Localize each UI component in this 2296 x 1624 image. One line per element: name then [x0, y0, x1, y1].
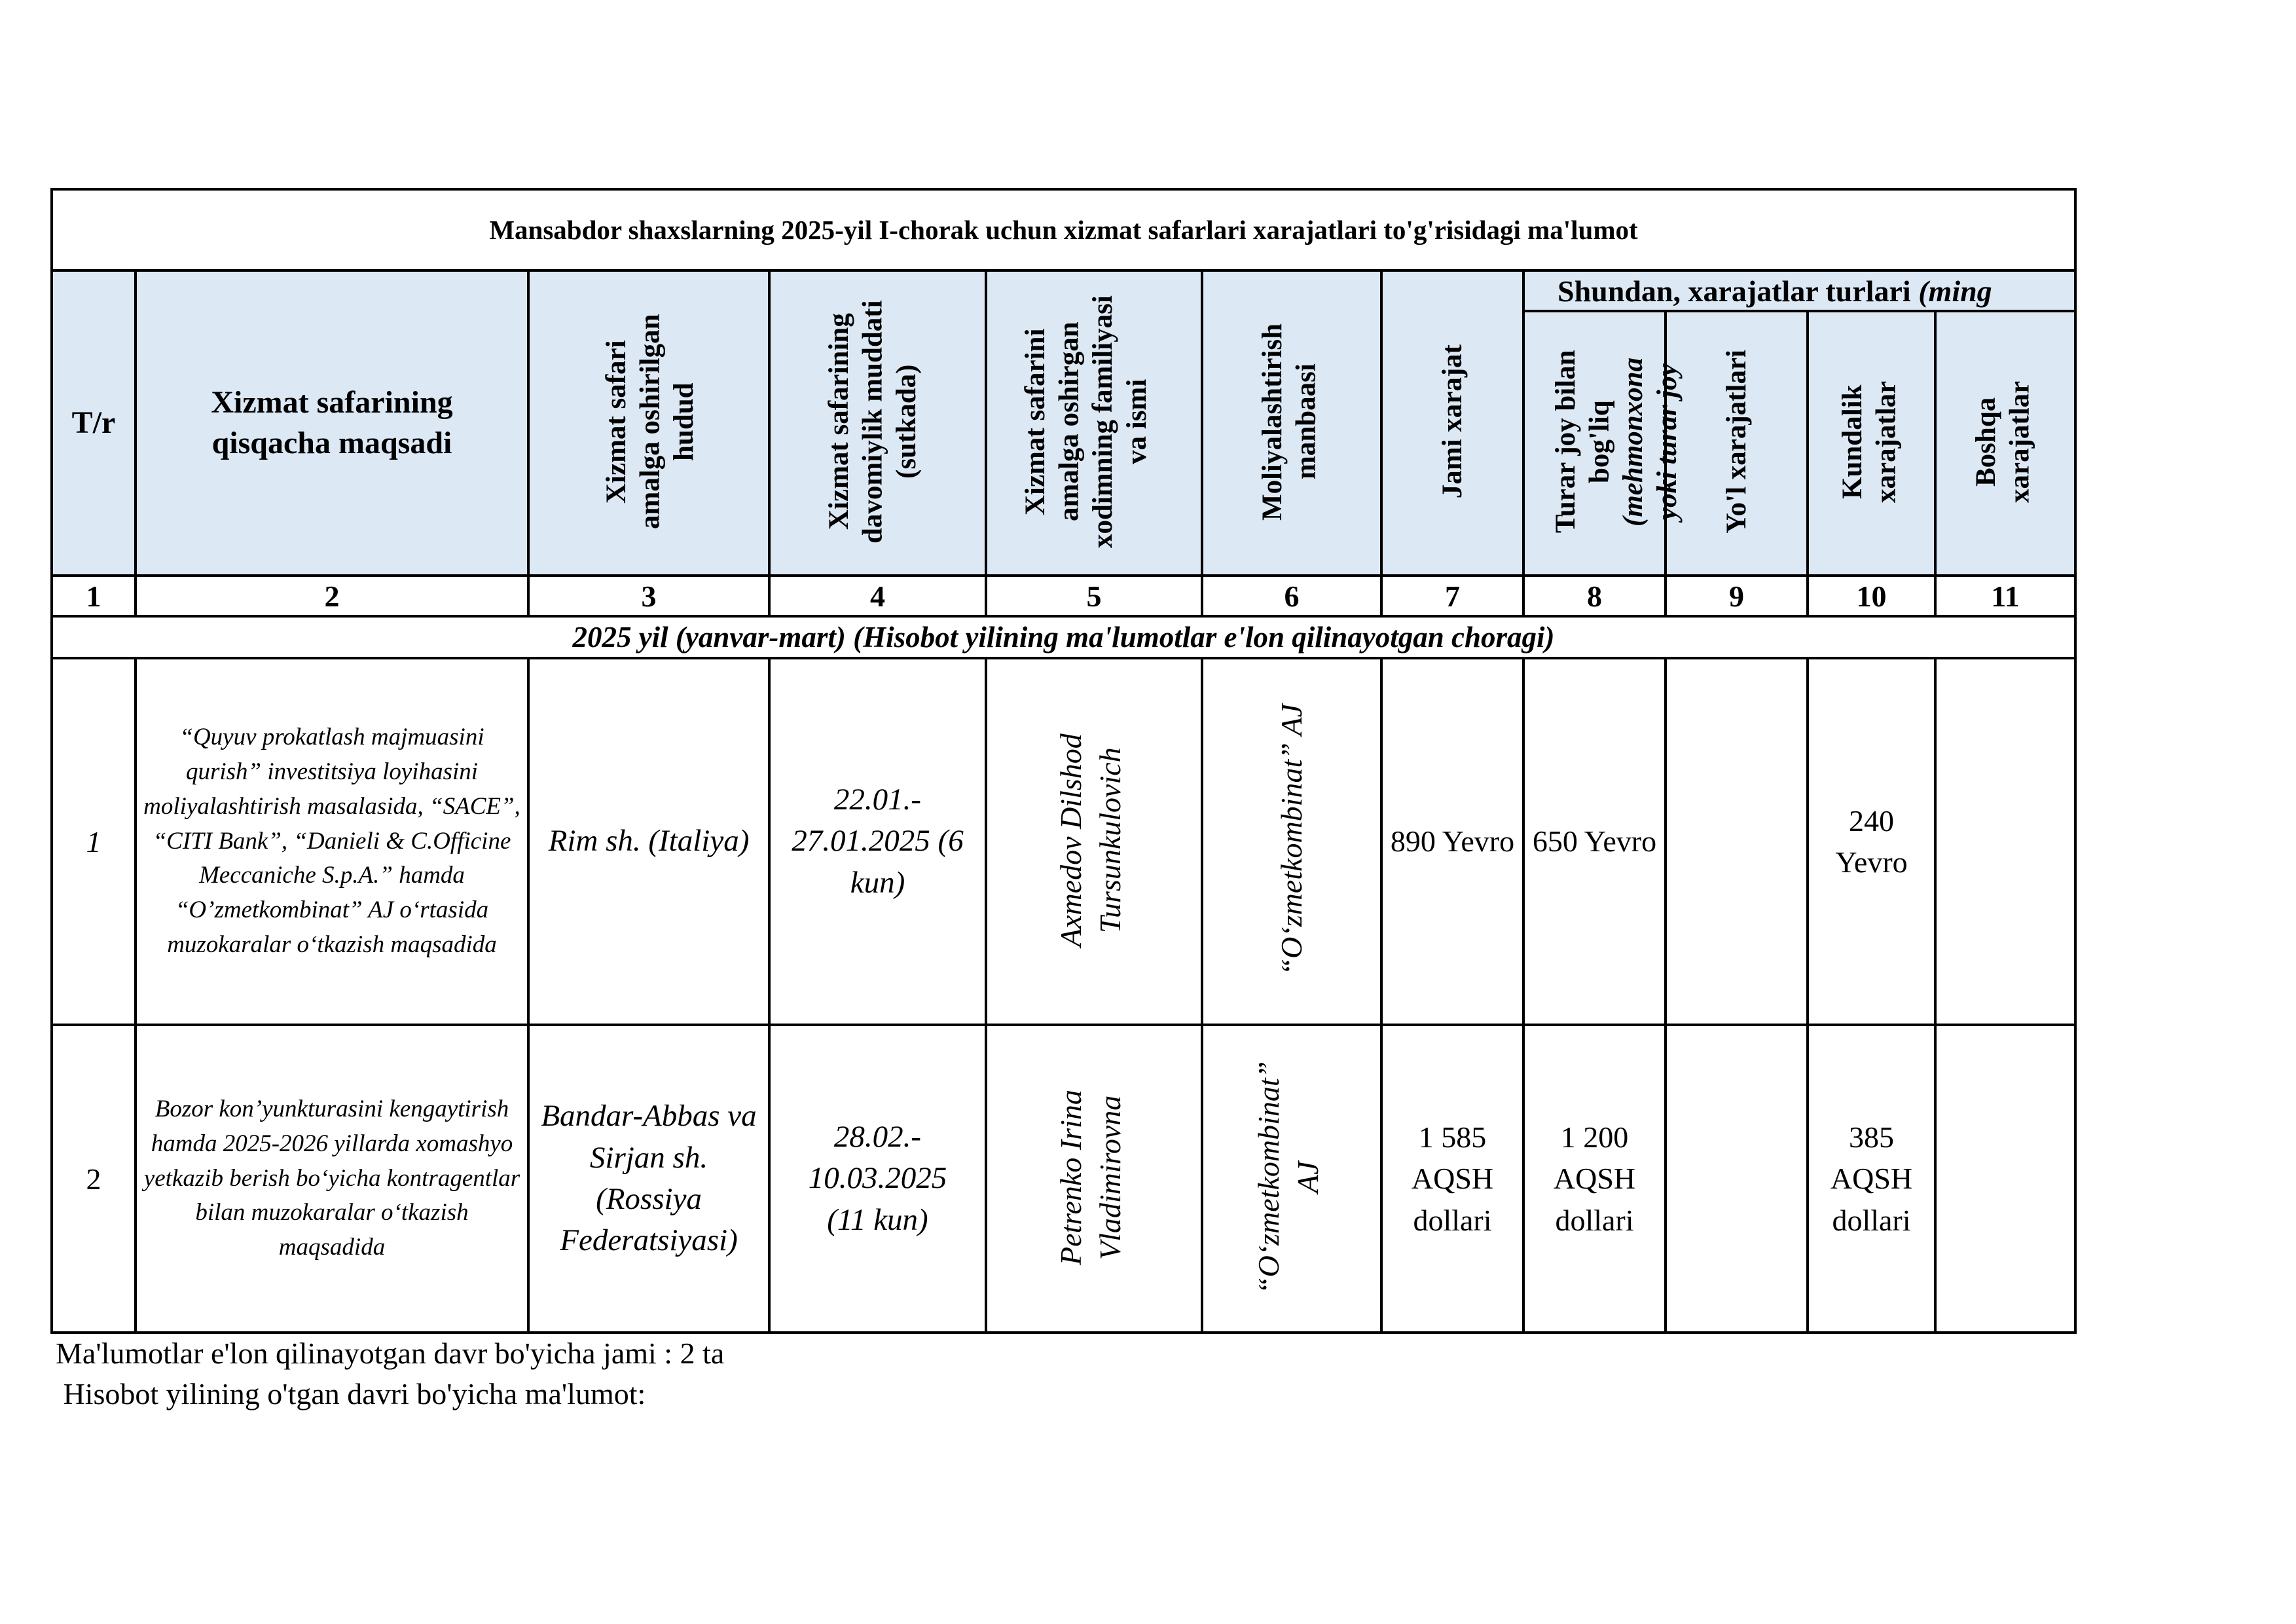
col-number: 2 — [136, 576, 528, 616]
other-expense — [1935, 1025, 2075, 1333]
row-number: 1 — [52, 658, 136, 1025]
col-number: 5 — [986, 576, 1202, 616]
col-number: 10 — [1808, 576, 1935, 616]
header-funding: Moliyalashtirish manbaasi — [1202, 270, 1381, 576]
employee-name: Axmedov Dilshod Tursunkulovich — [986, 658, 1202, 1025]
col-number: 9 — [1666, 576, 1808, 616]
total-expense: 890 Yevro — [1381, 658, 1523, 1025]
travel-expense — [1666, 1025, 1808, 1333]
row-number: 2 — [52, 1025, 136, 1333]
footer-previous-period: Hisobot yilining o'tgan davri bo'yicha ma'lumot: — [56, 1377, 646, 1411]
header-expense-types: Shundan, xarajatlar turlari (ming — [1523, 270, 2075, 311]
col-number: 7 — [1381, 576, 1523, 616]
table-row — [52, 658, 2075, 1025]
accommodation-expense: 1 200 AQSH dollari — [1523, 1025, 1666, 1333]
period-label: 2025 yil (yanvar-mart) (Hisobot yilining ma'lumotlar e'lon qilinayotgan choragi) — [52, 616, 2075, 658]
trip-purpose: “Quyuv prokatlash majmuasini qurish” investitsiya loyihasini moliyalashtirish masalasida, “SACE”, “CITI Bank”, “Danieli & C.Officine Meccaniche S.p.A.” hamda “O’zmetkombinat” AJ o‘rtasida muzokaralar o‘tkazish maqsadida — [136, 658, 528, 1025]
funding-source: “O‘zmetkombinat” AJ — [1202, 1025, 1381, 1333]
trip-duration: 22.01.- 27.01.2025 (6 kun) — [769, 658, 986, 1025]
header-purpose: Xizmat safarining qisqacha maqsadi — [136, 270, 528, 576]
travel-expense — [1666, 658, 1808, 1025]
header-total: Jami xarajat — [1381, 270, 1523, 576]
daily-expense: 385 AQSH dollari — [1808, 1025, 1935, 1333]
header-other: Boshqa xarajatlar — [1935, 311, 2075, 576]
col-number: 1 — [52, 576, 136, 616]
funding-source: “O‘zmetkombinat” AJ — [1202, 658, 1381, 1025]
header-employee: Xizmat safarini amalga oshirgan xodimning familiyasi va ismi — [986, 270, 1202, 576]
total-expense: 1 585 AQSH dollari — [1381, 1025, 1523, 1333]
col-number: 11 — [1935, 576, 2075, 616]
footer-total-line: Ma'lumotlar e'lon qilinayotgan davr bo'yicha jami : 2 ta — [56, 1337, 725, 1370]
travel-expenses-table — [50, 188, 2077, 1334]
employee-name: Petrenko Irina Vladimirovna — [986, 1025, 1202, 1333]
accommodation-expense: 650 Yevro — [1523, 658, 1666, 1025]
col-number: 3 — [528, 576, 769, 616]
trip-duration: 28.02.- 10.03.2025 (11 kun) — [769, 1025, 986, 1333]
trip-location: Rim sh. (Italiya) — [528, 658, 769, 1025]
trip-purpose: Bozor kon’yunkturasini kengaytirish hamda 2025-2026 yillarda xomashyo yetkazib berish bo‘yicha kontragentlar bilan muzokaralar o‘tkazish maqsadida — [136, 1025, 528, 1333]
header-travel: Yo'l xarajatlari — [1666, 311, 1808, 576]
header-location: Xizmat safari amalga oshirilgan hudud — [528, 270, 769, 576]
header-accommodation: Turar joy bilan bog'liq (mehmonxona yoki turar joy — [1523, 311, 1666, 576]
other-expense — [1935, 658, 2075, 1025]
header-duration: Xizmat safarining davomiylik muddati (sutkada) — [769, 270, 986, 576]
header-daily: Kundalik xarajatlar — [1808, 311, 1935, 576]
table-title: Mansabdor shaxslarning 2025-yil I-chorak uchun xizmat safarlari xarajatlari to'g'risidagi ma'lumot — [52, 189, 2075, 270]
header-tr: T/r — [52, 270, 136, 576]
col-number: 6 — [1202, 576, 1381, 616]
trip-location: Bandar-Abbas va Sirjan sh. (Rossiya Federatsiyasi) — [528, 1025, 769, 1333]
col-number: 8 — [1523, 576, 1666, 616]
table-row — [52, 1025, 2075, 1333]
col-number: 4 — [769, 576, 986, 616]
daily-expense: 240 Yevro — [1808, 658, 1935, 1025]
